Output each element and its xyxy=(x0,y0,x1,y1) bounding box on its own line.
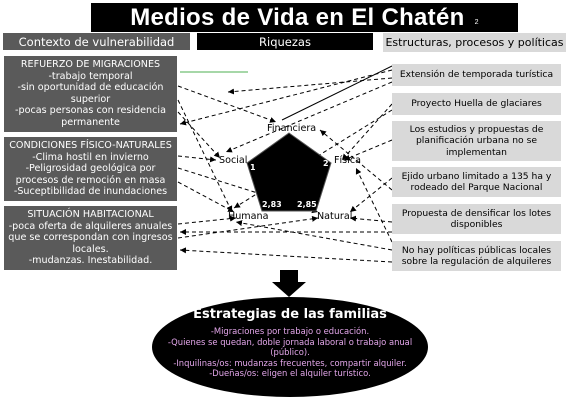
box-estudios-planificacion xyxy=(392,121,561,161)
box-line: -Peligrosidad geológica por xyxy=(25,163,156,174)
header-vulnerability: Contexto de vulnerabilidad xyxy=(3,33,190,50)
capital-fisica: Física xyxy=(334,155,362,166)
box-line: implementan xyxy=(445,146,508,158)
capital-humana: Humana xyxy=(228,211,269,222)
box-title: CONDICIONES FÍSICO-NATURALES xyxy=(9,140,172,151)
value-social: 1 xyxy=(250,163,256,172)
box-refuerzo-migraciones xyxy=(4,56,177,132)
capitals-pentagon xyxy=(247,133,331,211)
arrow-alquileres-fisica xyxy=(356,168,392,242)
box-line: disponibles xyxy=(450,219,503,230)
box-line: -pocas personas con residencia xyxy=(15,105,166,116)
box-extension-temporada xyxy=(392,64,561,86)
capital-financiera: Financiera xyxy=(267,123,317,134)
box-line: No hay políticas públicas locales xyxy=(401,244,552,256)
box-line: procesos de remoción en masa xyxy=(15,174,166,186)
box-line: -Suceptibilidad de inundaciones xyxy=(13,186,168,197)
strategy-item: (público). xyxy=(270,347,310,358)
box-line: locales. xyxy=(72,243,109,255)
page-title: Medios de Vida en El Chatén xyxy=(130,3,465,31)
box-condiciones-fisico-naturales xyxy=(4,137,177,201)
box-line: -trabajo temporal xyxy=(48,70,133,82)
box-huella-glaciares xyxy=(392,93,561,115)
box-line: -poca oferta de alquileres anuales xyxy=(8,220,173,232)
down-arrow xyxy=(272,270,306,297)
arrow-huella-fisica xyxy=(342,104,392,160)
header-structures: Estructuras, procesos y políticas xyxy=(383,33,566,52)
strategy-item: -Migraciones por trabajo o educación. xyxy=(210,326,370,336)
strategies-title: Estrategias de las familias xyxy=(193,307,387,322)
arrow-temporada-left xyxy=(228,78,392,92)
arrow-ejido-natural xyxy=(350,178,392,212)
header-capitals: Riquezas xyxy=(197,33,373,50)
arrow-alquileres-habitacional xyxy=(180,250,392,262)
arrow-densificar-natural xyxy=(350,218,392,222)
capital-natural: Natural xyxy=(317,211,353,222)
value-humana: 2,83 xyxy=(262,200,282,209)
arrow-condiciones-social xyxy=(178,156,216,160)
box-line: sobre la regulación de alquileres xyxy=(401,256,552,267)
value-fisica: 2 xyxy=(323,159,329,168)
strategy-item: -Quienes se quedan, doble jornada laboral o trabajo anual xyxy=(167,336,413,347)
box-line: superior xyxy=(70,93,111,105)
arrow-migraciones-financiera xyxy=(178,86,276,122)
strategy-item: -Dueñas/os: eligen el alquiler turístico. xyxy=(209,368,371,379)
box-line: Proyecto Huella de glaciares xyxy=(411,98,542,110)
arrow-alquileres-humana xyxy=(236,222,392,250)
box-line: -mudanzas. Inestabilidad. xyxy=(28,255,153,266)
box-line: permanente xyxy=(61,116,120,128)
arrow-temporada-social xyxy=(226,82,392,152)
box-line: Los estudios y propuestas de xyxy=(409,123,544,135)
box-line: que se correspondan con ingresos xyxy=(8,232,173,243)
strategies-ellipse xyxy=(152,297,428,397)
box-situacion-habitacional xyxy=(4,206,177,270)
box-line: rodeado del Parque Nacional xyxy=(410,182,543,193)
connector-solid xyxy=(282,66,392,120)
strategy-item: -Inquilinas/os: mudanzas frecuentes, compartir alquiler. xyxy=(173,357,407,368)
box-politicas-alquileres xyxy=(392,241,561,271)
arrow-condiciones-humana xyxy=(178,182,234,212)
box-line: planificación urbana no se xyxy=(415,135,538,147)
box-line: Propuesta de densificar los lotes xyxy=(401,207,552,219)
capital-social: Social xyxy=(219,155,248,166)
box-densificar-lotes xyxy=(392,204,561,234)
arrow-temporada-migraciones xyxy=(180,70,392,124)
box-ejido-urbano xyxy=(392,167,561,197)
title-superscript: 2 xyxy=(474,19,479,26)
box-line: -sin oportunidad de educación xyxy=(17,82,164,93)
box-line: Extensión de temporada turística xyxy=(399,69,554,81)
box-line: -Clima hostil en invierno xyxy=(32,151,149,163)
value-natural: 2,85 xyxy=(297,200,317,209)
box-title: SITUACIÓN HABITACIONAL xyxy=(27,209,154,220)
box-line: Ejido urbano limitado a 135 ha y xyxy=(401,170,552,182)
box-title: REFUERZO DE MIGRACIONES xyxy=(20,59,161,70)
